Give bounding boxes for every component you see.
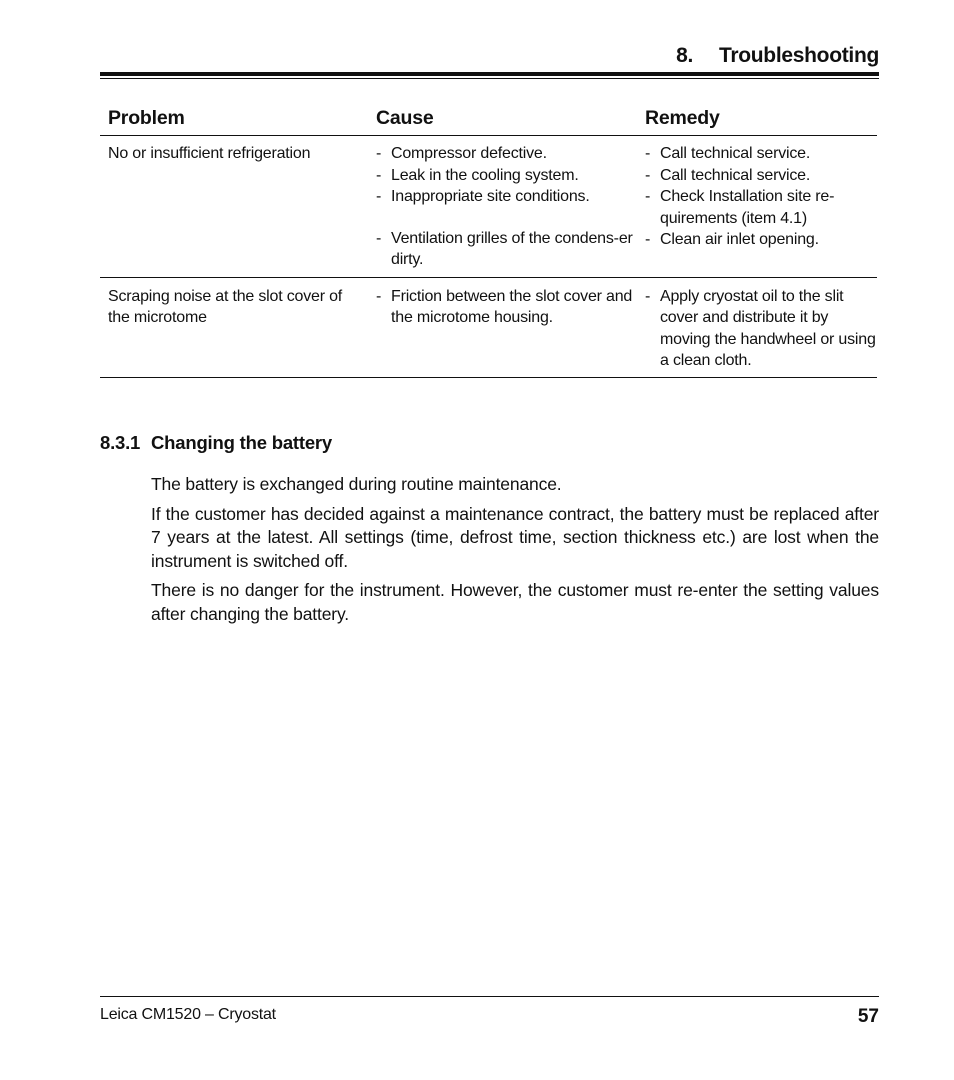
table-header-row [100,103,877,136]
problem-cell: No or insufficient refrigeration [108,145,311,162]
problem-cell: Scraping noise at the slot cover of the microtome [108,287,343,326]
cause-cell [369,136,638,277]
remedy-item: - Call technical service. [645,165,877,187]
troubleshooting-table [100,103,877,378]
column-header-cause: Cause [376,107,434,129]
subsection-body [151,473,879,632]
column-header-remedy: Remedy [645,107,720,129]
page-number: 57 [857,1006,879,1027]
page-header [100,44,879,68]
header-rule-thick [100,72,879,76]
footer-document-title: Leica CM1520 – Cryostat [100,1006,276,1023]
remedy-item: - Call technical service. [645,143,877,165]
table-row [100,278,877,378]
paragraph: If the customer has decided against a maintenance contract, the battery must be replaced after 7 years at the latest. All settings (time, defrost time, section thickness etc.) are lost when the instrument is switched off. [151,503,879,571]
footer-rule [100,996,879,997]
table-row [100,136,877,278]
cause-item: - Compressor defective. [376,143,638,165]
paragraph: There is no danger for the instrument. However, the customer must re-enter the setting values after changing the battery. [151,580,879,624]
cause-cell [369,278,638,377]
chapter-title: Troubleshooting [719,44,879,67]
cause-item: - Leak in the cooling system. [376,165,638,187]
remedy-item: - Clean air inlet opening. [645,229,877,251]
column-header-problem: Problem [108,107,185,129]
subsection-number: 8.3.1 [100,432,141,453]
paragraph: The battery is exchanged during routine maintenance. [151,474,562,494]
header-rule-thin [100,78,879,79]
subsection-heading [100,432,332,454]
remedy-item: - Check Installation site re-quirements (item 4.1) [645,186,877,229]
subsection-title: Changing the battery [151,432,333,453]
remedy-cell [638,278,877,377]
cause-item: - Ventilation grilles of the condens-er dirty. [376,228,638,271]
chapter-number: 8. [676,44,694,67]
remedy-item: - Apply cryostat oil to the slit cover and distribute it by moving the handwheel or using a clean cloth. [645,286,877,372]
remedy-cell [638,136,877,277]
cause-item: - Friction between the slot cover and the microtome housing. [376,286,638,329]
cause-item: - Inappropriate site conditions. [376,186,638,208]
